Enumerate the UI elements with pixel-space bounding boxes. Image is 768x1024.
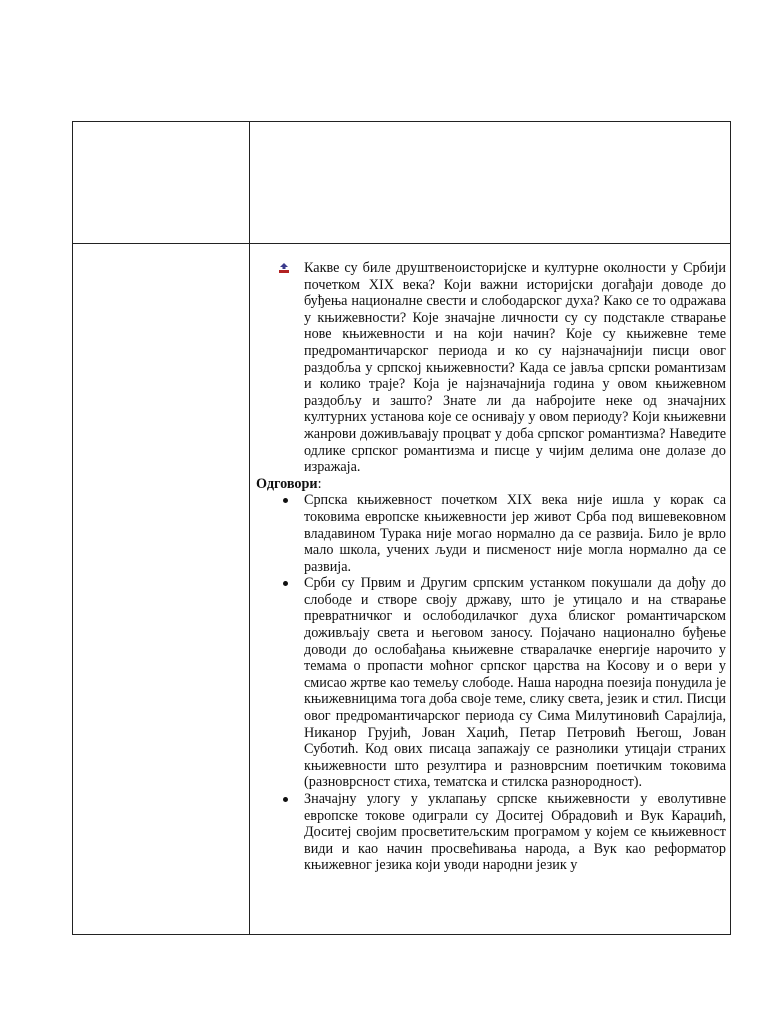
question-item (256, 260, 726, 476)
content-cell (250, 244, 730, 934)
answers-label: Одговори (256, 475, 318, 492)
document-table (72, 121, 731, 935)
question-text: Какве су биле друштвеноисторијске и културне околности у Србији почетком XIX века? Који важни историјски догађаји доводе до буђења националне свести и слободарског духа? Како се то одражава у књижевности? Које значајне личности су су подстакле стварање нове књижевности и на који начин? Које су књижевне теме предромантичарског периода и ко су најзначајнији писци овог раздобља у српској књижевности? Када се јавља српски романтизам и колико траје? Која је најзначајнија година у овом књижевном раздобљу и зашто? Знате ли да набројите неке од значајних културних установа које се оснивају у овом периоду? Који књижевни жанрови доживљавају процват у доба српског романтизма? Наведите одлике српског романтизма и писце у чијим делима оне долазе до изражаја. (304, 260, 726, 476)
list-item (256, 575, 726, 791)
cell-content (250, 244, 730, 874)
answers-list (256, 492, 726, 874)
bullet-icon (256, 575, 304, 791)
arrow-bullet-icon (256, 260, 304, 476)
list-item (256, 492, 726, 575)
answer-text: Срби су Првим и Другим српским устанком покушали да дођу до слободе и створе своју државу, што је утицало и на стварање превратничког и ослободилачког духа блиског романтичарском доживљају света и његовом заносу. Појачано национално буђење доводи до ослобађања књижевне стваралачке енергије нарочито у темама о пропасти моћног српског царства на Косову и о вери у смисао жртве као темељу слободе. Наша народна поезија понудила је књижевницима тога доба своје теме, слику света, језик и стил. Писци овог предромантичарског периода су Сима Милутиновић Сарајлија, Никанор Грујић, Јован Хаџић, Петар Петровић Његош, Јован Суботић. Код ових писаца запажају се разнолики утицаји страних књижевности што резултира и разноврсним поетичким токовима (разноврсност стиха, тематска и стилска разнородност). (304, 575, 726, 791)
answer-text: Српска књижевност почетком XIX века није ишла у корак са токовима европске књижевности јер живот Срба под вишевековном владавином Турака није могао нормално да се развија. Било је врло мало школа, учених људи и писменост није могла нормално да се развија. (304, 492, 726, 575)
bullet-icon (256, 791, 304, 874)
list-item (256, 791, 726, 874)
bullet-icon (256, 492, 304, 575)
answer-text: Значајну улогу у уклапању српске књижевности у еволутивне европске токове одиграли су Доситеј Обрадовић и Вук Караџић, Доситеј својим просветитељским програмом у којем се књижевност види и као начин просвећивања народа, а Вук као реформатор књижевног језика који уводи народни језик у (304, 791, 726, 874)
answers-colon: : (317, 475, 322, 492)
answers-heading (256, 476, 726, 493)
